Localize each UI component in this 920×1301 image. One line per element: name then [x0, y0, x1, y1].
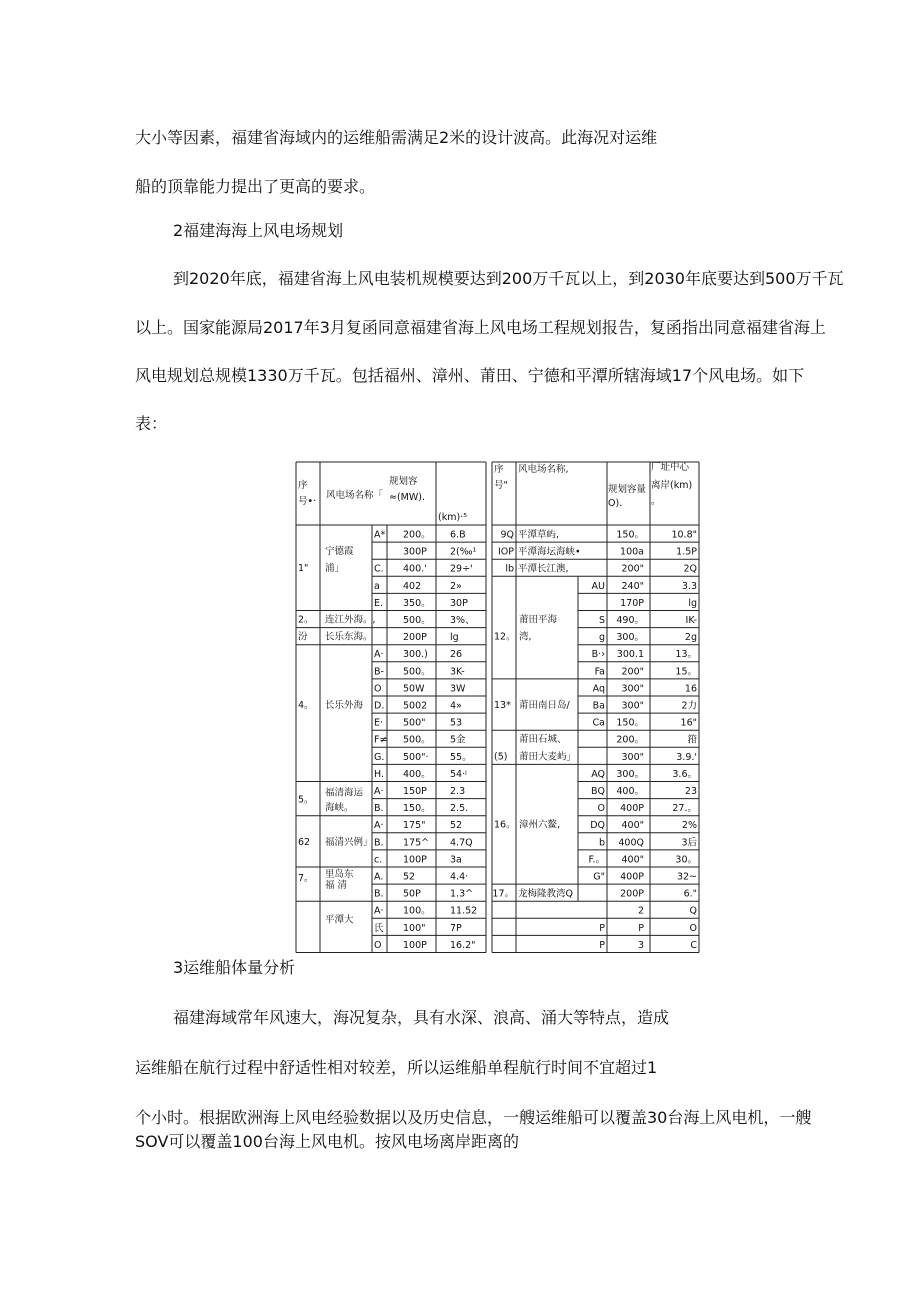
cell-capacity: 350。: [403, 597, 431, 609]
cell-capacity: 300.): [403, 649, 428, 661]
cell-sub-id: F≠: [374, 734, 388, 746]
cell-sub-id: B.: [374, 803, 384, 815]
cell-capacity: 300": [621, 700, 644, 712]
cell-sub-id: G.: [374, 751, 385, 763]
cell-sub-id: C.: [374, 563, 384, 575]
cell-distance: lg: [688, 597, 697, 609]
cell-seq: 62: [298, 836, 311, 848]
cell-distance: 6.": [683, 888, 697, 900]
cell-distance: 10.8": [671, 529, 697, 541]
cell-capacity: 100。: [403, 905, 431, 917]
cell-seq: 1": [298, 563, 309, 575]
cell-distance: Q: [689, 905, 697, 917]
cell-distance: 2g: [684, 632, 697, 644]
cell-farm-name: 湾,: [519, 631, 532, 643]
cell-seq: 7。: [298, 873, 314, 884]
cell-capacity: 400Q: [618, 837, 644, 849]
cell-farm-name: 莆田平海: [519, 614, 558, 626]
cell-distance: 16.2": [450, 939, 476, 951]
cell-capacity: 200。: [616, 734, 644, 746]
cell-capacity: 150P: [403, 786, 427, 797]
cell-distance: C: [690, 939, 697, 951]
cell-sub-id: A·: [374, 820, 384, 832]
cell-capacity: 490。: [616, 615, 644, 626]
cell-distance: 54·ʲ: [450, 768, 467, 780]
cell-capacity: 300。: [616, 768, 644, 780]
cell-seq: (5): [494, 751, 508, 763]
cell-distance: 箝: [687, 734, 697, 746]
cell-capacity: 2: [637, 905, 644, 917]
paragraph-3-line-4: SOV可以覆盖100台海上风电机。按风电场离岸距离的: [135, 1132, 519, 1151]
cell-farm-name: 连江外海。,: [325, 614, 376, 626]
section-heading-2: 2福建海海上风电场规划: [173, 221, 344, 240]
cell-sub-id: BQ: [591, 786, 605, 797]
cell-sub-id: B.: [374, 888, 384, 900]
cell-distance: 5金: [450, 734, 466, 746]
cell-sub-id: Aq: [592, 683, 605, 695]
cell-capacity: 500。: [403, 615, 431, 626]
cell-seq: lb: [505, 563, 514, 575]
paragraph-1-line-2: 船的顶靠能力提出了更高的要求。: [135, 177, 376, 196]
header-seq: 序: [298, 480, 308, 491]
header-seq: 号•·: [298, 496, 317, 507]
cell-distance: 2Q: [683, 563, 697, 575]
header-capacity: ≈(MW).: [389, 492, 425, 503]
cell-distance: 3%、: [450, 615, 475, 626]
cell-seq: 13*: [494, 700, 511, 711]
cell-distance: 6.B: [450, 529, 466, 541]
header-distance: 离岸(km): [651, 480, 693, 491]
cell-seq: 4。: [298, 700, 314, 711]
cell-distance: 13。: [675, 649, 697, 661]
cell-sub-id: E.: [374, 597, 384, 609]
cell-sub-id: 氏: [374, 922, 384, 934]
cell-sub-id: H.: [374, 768, 384, 780]
cell-capacity: 400。: [403, 768, 431, 780]
cell-capacity: 50P: [403, 888, 421, 900]
cell-capacity: 200": [621, 563, 644, 575]
cell-farm-name: 里岛东: [325, 869, 354, 880]
cell-capacity: 150。: [403, 803, 431, 815]
cell-sub-id: A·: [374, 786, 384, 797]
header-name: 风电场名称,: [518, 464, 569, 475]
cell-distance: lg: [450, 632, 459, 644]
cell-capacity: 170P: [620, 597, 644, 609]
cell-sub-id: AU: [591, 580, 605, 592]
cell-capacity: 400": [621, 820, 644, 832]
cell-distance: 2(‰¹: [450, 546, 477, 558]
cell-capacity: 200": [621, 666, 644, 678]
cell-sub-id: B.: [374, 837, 384, 849]
cell-capacity: 500": [403, 717, 426, 729]
cell-farm-name: 长乐外海: [325, 700, 364, 711]
cell-distance: 2.5.: [450, 803, 469, 815]
cell-sub-id: Fa: [594, 666, 605, 678]
cell-sub-id: g: [598, 632, 605, 644]
cell-farm-name: 平潭大: [325, 914, 354, 926]
cell-capacity: 100a: [620, 546, 644, 558]
cell-farm-name: 海峡。: [325, 802, 354, 814]
cell-farm-name: 平潭海坛海峡•: [518, 546, 581, 558]
cell-seq: 17。: [492, 888, 514, 900]
cell-distance: 2»: [450, 580, 462, 592]
cell-sub-id: a: [374, 580, 380, 592]
cell-capacity: 150。: [616, 529, 644, 541]
cell-sub-id: DQ: [590, 820, 605, 832]
header-capacity: 规划容量: [608, 484, 647, 495]
cell-capacity: 100P: [403, 854, 427, 866]
paragraph-2-line-4: 表：: [135, 414, 168, 433]
cell-distance: 4»: [450, 700, 462, 712]
cell-sub-id: Ca: [592, 717, 605, 729]
cell-capacity: 402: [403, 580, 422, 592]
cell-distance: 1.5P: [676, 546, 697, 558]
cell-distance: 4.4·: [450, 871, 469, 883]
cell-seq: 9Q: [500, 529, 514, 541]
cell-farm-name: 福 清: [325, 880, 348, 892]
cell-sub-id: E·: [374, 717, 384, 729]
cell-distance: 3.3: [681, 580, 697, 592]
cell-distance: 29÷': [450, 563, 473, 575]
paragraph-3-line-3: 个小时。根据欧洲海上风电经验数据以及历史信息，一艘运维船可以覆盖30台海上风电机，一艘: [135, 1108, 812, 1127]
header-distance: 。: [651, 496, 661, 507]
cell-capacity: 300P: [403, 546, 427, 558]
paragraph-2-line-2: 以上。国家能源局2017年3月复函同意福建省海上风电场工程规划报告，复函指出同意福建省海上: [135, 318, 826, 337]
cell-sub-id: b: [598, 837, 605, 849]
cell-distance: 30。: [675, 854, 697, 866]
header-distance: (km)·⁵: [438, 512, 467, 523]
section-heading-3: 3运维船体量分析: [173, 958, 296, 977]
cell-capacity: 300": [621, 683, 644, 695]
cell-capacity: 3: [637, 939, 644, 951]
cell-distance: 32~: [676, 871, 697, 883]
cell-farm-name: 宁德霞: [325, 546, 354, 558]
cell-capacity: 175": [403, 820, 426, 832]
cell-distance: 3a: [450, 854, 462, 866]
cell-distance: 30P: [450, 597, 468, 609]
header-capacity: O).: [608, 498, 623, 509]
cell-capacity: 500。: [403, 666, 431, 678]
cell-distance: IK-: [685, 615, 697, 626]
cell-distance: 3W: [450, 683, 466, 695]
cell-capacity: 400。: [616, 786, 644, 797]
cell-sub-id: B-: [374, 666, 384, 678]
cell-capacity: P: [638, 922, 644, 934]
paragraph-3-line-2: 运维船在航行过程中舒适性相对较差，所以运维船单程航行时间不宜超过1: [135, 1058, 658, 1077]
cell-capacity: 400P: [620, 803, 644, 815]
cell-capacity: 400.': [403, 563, 427, 575]
cell-capacity: 100": [403, 922, 426, 934]
cell-capacity: 300": [621, 751, 644, 763]
header-name: 风电场名称「: [326, 490, 384, 501]
cell-distance: 52: [450, 820, 463, 832]
cell-distance: 16": [680, 717, 697, 729]
cell-distance: 55。: [450, 751, 472, 763]
cell-distance: 23: [684, 786, 697, 797]
cell-sub-id: O: [597, 803, 605, 815]
cell-capacity: 150。: [616, 717, 644, 729]
cell-distance: 2%: [681, 820, 697, 832]
cell-sub-id: AQ: [591, 768, 605, 780]
cell-sub-id: P: [599, 922, 605, 934]
paragraph-1-line-1: 大小等因素，福建省海域内的运维船需满足2米的设计波高。此海况对运维: [135, 128, 658, 147]
cell-sub-id: D.: [374, 700, 385, 712]
cell-sub-id: O: [374, 939, 382, 951]
cell-sub-id: S: [598, 615, 605, 626]
header-seq: 号": [494, 480, 508, 491]
cell-distance: 16: [684, 683, 697, 695]
paragraph-2-line-3: 风电规划总规模1330万千瓦。包括福州、漳州、莆田、宁德和平潭所辖海域17个风电场。如下: [135, 366, 805, 385]
cell-sub-id: A·: [374, 905, 384, 917]
cell-seq: 2。: [298, 614, 314, 626]
cell-seq: 5。: [298, 794, 314, 806]
paragraph-2-line-1: 到2020年底，福建省海上风电装机规模要达到200万千瓦以上，到2030年底要达到500万千瓦: [173, 269, 844, 288]
cell-farm-name: 福清海运: [325, 787, 364, 799]
cell-capacity: 500。: [403, 734, 431, 746]
cell-distance: 7P: [450, 922, 462, 934]
cell-capacity: 200P: [403, 632, 427, 644]
cell-capacity: 100P: [403, 939, 427, 951]
cell-capacity: 52: [403, 871, 416, 883]
cell-distance: 15。: [675, 666, 697, 678]
cell-distance: 11.52: [450, 905, 478, 917]
cell-farm-name: 漳州六鳌,: [519, 819, 561, 831]
cell-sub-id: A*: [374, 529, 386, 541]
cell-capacity: 200P: [620, 888, 644, 900]
cell-sub-id: c.: [374, 854, 383, 866]
cell-sub-id: F.。: [588, 854, 605, 866]
cell-capacity: 5002: [403, 700, 428, 712]
cell-seq: 16。: [494, 819, 516, 831]
cell-seq: IOP: [497, 546, 514, 558]
cell-capacity: 50W: [403, 683, 425, 695]
cell-farm-name: 福清兴例」: [325, 836, 373, 848]
cell-capacity: 300。: [616, 632, 644, 644]
cell-farm-name: 龙梅隆教湾Q: [518, 888, 573, 900]
header-distance: 厂址中心: [651, 462, 690, 473]
cell-farm-name: 莆田南日岛/: [519, 700, 570, 711]
cell-distance: 3后: [681, 837, 697, 849]
cell-distance: 26: [450, 649, 463, 661]
cell-farm-name: 莆田石城、: [519, 734, 567, 746]
paragraph-3-line-1: 福建海域常年风速大，海况复杂，具有水深、浪高、涌大等特点，造成: [173, 1008, 670, 1027]
cell-distance: 27.。: [672, 803, 697, 815]
cell-sub-id: G": [593, 871, 605, 883]
cell-distance: 2.3: [450, 786, 466, 797]
cell-sub-id: Ba: [592, 700, 605, 712]
cell-sub-id: A.: [374, 871, 384, 883]
cell-distance: O: [689, 922, 697, 934]
cell-capacity: 300.1: [616, 649, 644, 661]
cell-seq: 汾: [298, 631, 308, 643]
cell-seq: 12。: [494, 631, 516, 643]
cell-farm-name: 浦」: [325, 563, 345, 575]
cell-distance: 3K-: [450, 666, 465, 678]
cell-sub-id: B·›: [591, 649, 605, 661]
cell-capacity: 400P: [620, 871, 644, 883]
cell-sub-id: P: [599, 939, 605, 951]
cell-capacity: 200。: [403, 529, 431, 541]
cell-farm-name: 莆田大麦屿」: [519, 751, 577, 763]
cell-farm-name: 平潭长江澳,: [518, 563, 569, 575]
cell-sub-id: A·: [374, 649, 384, 661]
cell-farm-name: 长乐东海。: [325, 631, 373, 643]
cell-capacity: 240": [621, 580, 644, 592]
cell-capacity: 500"·: [403, 751, 429, 763]
cell-distance: 53: [450, 717, 463, 729]
cell-sub-id: O: [374, 683, 382, 695]
cell-capacity: 400": [621, 854, 644, 866]
cell-farm-name: 平潭草屿,: [518, 529, 560, 541]
cell-distance: 1.3^: [450, 888, 474, 900]
header-capacity: 规划容: [389, 476, 418, 487]
cell-distance: 3.9.': [676, 751, 697, 763]
cell-capacity: 175^: [403, 837, 430, 849]
cell-distance: 2力: [681, 700, 697, 712]
cell-distance: 3.6。: [672, 768, 697, 780]
header-seq: 序: [494, 464, 504, 475]
cell-distance: 4.7Q: [450, 837, 473, 849]
